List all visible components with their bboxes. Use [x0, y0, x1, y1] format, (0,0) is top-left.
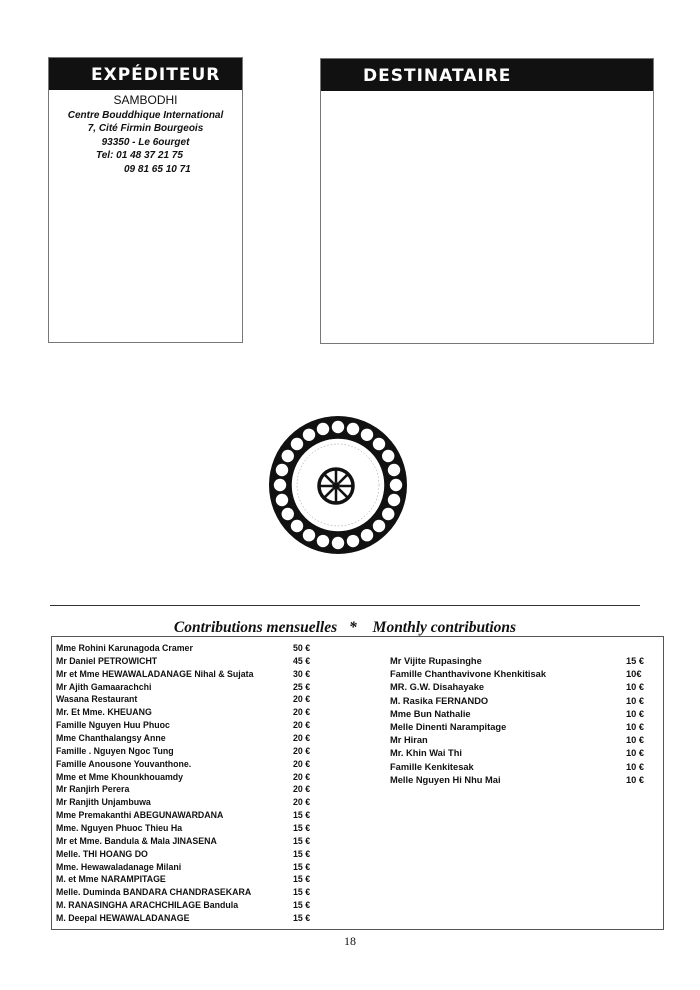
contribution-amount: 10 € — [626, 774, 645, 785]
contribution-amount: 20 € — [293, 707, 311, 718]
contribution-amount: 30 € — [293, 668, 311, 679]
contribution-amount: 15 € — [293, 835, 311, 846]
contribution-row — [390, 748, 660, 761]
contribution-row — [390, 696, 660, 709]
sender-address — [49, 94, 242, 176]
contribution-row — [390, 722, 660, 735]
contribution-amount: 10 € — [626, 761, 645, 772]
contributor-name: Mr Ajith Gamaarachchi — [56, 681, 152, 692]
contributor-name: Mr. Khin Wai Thi — [390, 748, 462, 759]
contribution-amount: 20 € — [293, 733, 311, 744]
contribution-amount: 15 € — [293, 848, 311, 859]
section-divider — [50, 605, 640, 606]
contribution-row — [56, 900, 356, 913]
contribution-row — [56, 887, 356, 900]
contributor-name: Melle. THI HOANG DO — [56, 848, 148, 859]
contributions-title-en: Monthly contributions — [372, 619, 517, 636]
contribution-row — [56, 707, 356, 720]
contribution-row — [390, 682, 660, 695]
contributor-name: Wasana Restaurant — [56, 694, 138, 705]
emblem-petal — [276, 494, 288, 506]
contributor-name: Melle. Duminda BANDARA CHANDRASEKARA — [56, 887, 252, 898]
sender-phone: Tel: 01 48 37 21 75 — [96, 150, 183, 161]
contribution-amount: 15 € — [293, 913, 311, 924]
contributor-name: Mme Rohini Karunagoda Cramer — [56, 643, 193, 653]
contribution-amount: 10 € — [626, 721, 645, 732]
contributor-name: Mme Premakanthi ABEGUNAWARDANA — [56, 810, 224, 821]
contribution-row — [56, 784, 356, 797]
contribution-row — [56, 849, 356, 862]
sender-phone-2: 09 81 65 10 71 — [124, 163, 191, 175]
contributor-name: Mr Daniel PETROWICHT — [56, 655, 158, 666]
contributor-name: Mme. Hewawaladanage Milani — [56, 861, 182, 872]
contribution-row — [56, 913, 356, 926]
dharma-wheel-icon — [319, 469, 353, 503]
emblem-petal — [303, 529, 315, 541]
emblem-petal — [291, 438, 303, 450]
contribution-amount: 20 € — [293, 720, 311, 731]
contribution-row — [56, 810, 356, 823]
emblem-petal — [373, 438, 385, 450]
contributor-name: Mr Ranjith Unjambuwa — [56, 797, 151, 808]
contribution-row — [390, 762, 660, 775]
contribution-row — [390, 775, 660, 788]
sender-org: Centre Bouddhique International — [67, 109, 224, 121]
emblem-petal — [317, 535, 329, 547]
contribution-amount: 45 € — [293, 655, 311, 666]
contribution-amount: 15 € — [293, 861, 311, 872]
contribution-amount: 10€ — [626, 669, 642, 680]
contribution-amount: 15 € — [293, 887, 311, 898]
sender-city: 93350 - Le 6ourget — [101, 136, 190, 148]
emblem-petal — [382, 508, 394, 520]
contribution-amount: 50 € — [293, 643, 311, 653]
contribution-amount: 20 € — [293, 758, 311, 769]
emblem-petal — [382, 450, 394, 462]
contribution-row — [56, 823, 356, 836]
contribution-amount: 20 € — [293, 784, 311, 795]
page-number: 18 — [344, 934, 356, 948]
contribution-amount: 10 € — [626, 682, 645, 693]
contribution-row — [56, 772, 356, 785]
contributions-box — [51, 636, 664, 930]
contribution-amount: 10 € — [626, 695, 645, 706]
recipient-box — [320, 58, 654, 344]
contribution-row — [56, 797, 356, 810]
contributor-name: Mr. Et Mme. KHEUANG — [56, 707, 152, 718]
contributor-name: Famille Nguyen Huu Phuoc — [56, 720, 170, 731]
contribution-amount: 15 € — [293, 810, 311, 821]
contributor-name: Mme Chanthalangsy Anne — [56, 733, 166, 744]
contribution-row — [390, 669, 660, 682]
emblem-petal — [276, 464, 288, 476]
emblem-petal — [332, 537, 344, 549]
emblem-petal — [388, 494, 400, 506]
emblem-petal — [303, 429, 315, 441]
contribution-row — [56, 862, 356, 875]
contribution-amount: 20 € — [293, 771, 311, 782]
contributor-name: Mr Vijite Rupasinghe — [390, 656, 482, 666]
contributor-name: Mr et Mme. Bandula & Mala JINASENA — [56, 835, 217, 846]
contribution-amount: 15 € — [626, 656, 645, 666]
contributor-name: Mme. Nguyen Phuoc Thieu Ha — [56, 823, 183, 834]
emblem-petal — [373, 520, 385, 532]
contribution-row — [56, 836, 356, 849]
contributions-right-column — [390, 656, 660, 788]
contribution-amount: 10 € — [626, 735, 645, 746]
emblem-petal — [347, 535, 359, 547]
emblem-petal — [388, 464, 400, 476]
contributor-name: Mme et Mme Khounkhouamdy — [56, 771, 184, 782]
contribution-amount: 15 € — [293, 874, 311, 885]
title-separator: * — [349, 619, 357, 636]
contribution-row — [56, 759, 356, 772]
contribution-row — [56, 669, 356, 682]
buddhist-center-emblem-icon — [268, 415, 408, 555]
contribution-row — [56, 656, 356, 669]
contributor-name: Famille Chanthavivone Khenkitisak — [390, 669, 547, 680]
emblem-petal — [347, 423, 359, 435]
contribution-row — [390, 735, 660, 748]
contributor-name: MR. G.W. Disahayake — [390, 682, 485, 693]
contribution-amount: 20 € — [293, 745, 311, 756]
contributor-name: M. Rasika FERNANDO — [390, 695, 489, 706]
contribution-row — [56, 643, 356, 656]
emblem-petal — [291, 520, 303, 532]
contributor-name: Melle Dinenti Narampitage — [390, 721, 507, 732]
contribution-row — [390, 656, 660, 669]
contributor-name: M. Deepal HEWAWALADANAGE — [56, 913, 190, 924]
sender-box — [48, 57, 243, 343]
contributor-name: Famille Anousone Youvanthone. — [56, 758, 192, 769]
sender-header: EXPÉDITEUR — [49, 58, 242, 90]
contribution-amount: 15 € — [293, 900, 311, 911]
emblem-petal — [282, 508, 294, 520]
contributions-title-fr: Contributions mensuelles — [173, 619, 338, 636]
contributor-name: Mr et Mme HEWAWALADANAGE Nihal & Sujata — [56, 668, 254, 679]
sender-name: SAMBODHI — [113, 93, 178, 107]
contributor-name: Famille . Nguyen Ngoc Tung — [56, 745, 174, 756]
sender-street: 7, Cité Firmin Bourgeois — [87, 123, 204, 134]
contribution-amount: 20 € — [293, 694, 311, 705]
contributor-name: Mr Ranjirh Perera — [56, 784, 130, 795]
recipient-header: DESTINATAIRE — [321, 59, 653, 91]
contribution-amount: 15 € — [293, 823, 311, 834]
contribution-amount: 10 € — [626, 708, 645, 719]
contributor-name: Mme Bun Nathalie — [390, 708, 471, 719]
contribution-row — [56, 733, 356, 746]
emblem-petal — [390, 479, 402, 491]
contribution-row — [56, 682, 356, 695]
contributor-name: Mr Hiran — [390, 735, 428, 746]
contribution-row — [56, 746, 356, 759]
emblem-petal — [332, 421, 344, 433]
emblem-petal — [361, 529, 373, 541]
contributor-name: M. RANASINGHA ARACHCHILAGE Bandula — [56, 900, 239, 911]
emblem-petal — [317, 423, 329, 435]
emblem-petal — [274, 479, 286, 491]
contributor-name: M. et Mme NARAMPITAGE — [56, 874, 166, 885]
emblem-petal — [361, 429, 373, 441]
contribution-amount: 20 € — [293, 797, 311, 808]
emblem-petal — [282, 450, 294, 462]
contribution-row — [56, 874, 356, 887]
contribution-amount: 25 € — [293, 681, 311, 692]
contributions-left-column — [56, 643, 356, 926]
contribution-row — [390, 709, 660, 722]
contribution-amount: 10 € — [626, 748, 645, 759]
contribution-row — [56, 720, 356, 733]
contributions-heading — [50, 619, 640, 637]
contributor-name: Famille Kenkitesak — [390, 761, 474, 772]
contribution-row — [56, 694, 356, 707]
contributor-name: Melle Nguyen Hi Nhu Mai — [390, 774, 501, 785]
